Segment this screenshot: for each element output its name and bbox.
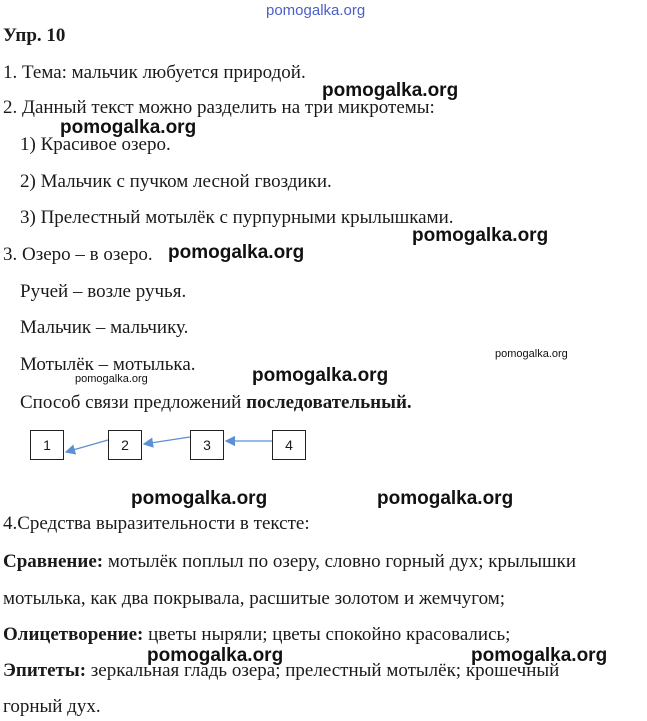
connection-method-bold: последовательный.: [246, 392, 412, 413]
watermark: pomogalka.org: [60, 117, 197, 138]
diagram-box-4: 4: [272, 430, 306, 460]
watermark-small: pomogalka.org: [495, 348, 568, 360]
watermark: pomogalka.org: [131, 488, 268, 509]
watermark: pomogalka.org: [252, 365, 389, 386]
item-3-line-1: 3. Озеро – в озеро.: [3, 244, 153, 265]
diagram-box-1: 1: [30, 430, 64, 460]
item-4-intro: 4.Средства выразительности в тексте:: [3, 513, 310, 534]
comparison-text-1: мотылёк поплыл по озеру, словно горный дух; крылышки: [103, 551, 577, 572]
personification-text: цветы ныряли; цветы спокойно красовались;: [143, 624, 511, 645]
watermark: pomogalka.org: [471, 645, 608, 666]
exercise-title: Упр. 10: [3, 25, 66, 46]
comparison-label: Сравнение:: [3, 551, 104, 572]
microtheme-2: 2) Мальчик с пучком лесной гвоздики.: [20, 171, 332, 192]
watermark: pomogalka.org: [377, 488, 514, 509]
item-3-line-2: Ручей – возле ручья.: [20, 281, 187, 302]
diagram-box-3: 3: [190, 430, 224, 460]
personification-label: Олицетворение:: [3, 624, 144, 645]
watermark: pomogalka.org: [147, 645, 284, 666]
epithets-text-1: зеркальная гладь озера; прелестный мотылёк; крошечный: [86, 660, 560, 681]
personification-line: [3, 624, 510, 646]
comparison-line-1: [3, 551, 576, 573]
arrow-3-to-2: [144, 437, 190, 444]
watermark-top: pomogalka.org: [266, 2, 366, 19]
epithets-line-2: горный дух.: [3, 696, 101, 717]
item-2-intro: 2. Данный текст можно разделить на три микротемы:: [3, 97, 435, 118]
microtheme-3: 3) Прелестный мотылёк с пурпурными крылышками.: [20, 207, 454, 228]
watermark: pomogalka.org: [168, 242, 305, 263]
arrow-2-to-1: [66, 440, 108, 452]
comparison-line-2: мотылька, как два покрывала, расшитые золотом и жемчугом;: [3, 588, 506, 609]
diagram-box-2: 2: [108, 430, 142, 460]
item-3-line-3: Мальчик – мальчику.: [20, 317, 189, 338]
microtheme-1: 1) Красивое озеро.: [20, 134, 171, 155]
item-3-line-4: Мотылёк – мотылька.: [20, 354, 196, 375]
watermark-small: pomogalka.org: [75, 373, 148, 385]
connection-method-prefix: Способ связи предложений: [20, 392, 247, 413]
epithets-label: Эпитеты:: [3, 660, 87, 681]
watermark: pomogalka.org: [322, 80, 459, 101]
watermark: pomogalka.org: [412, 225, 549, 246]
item-1-theme: 1. Тема: мальчик любуется природой.: [3, 62, 306, 83]
